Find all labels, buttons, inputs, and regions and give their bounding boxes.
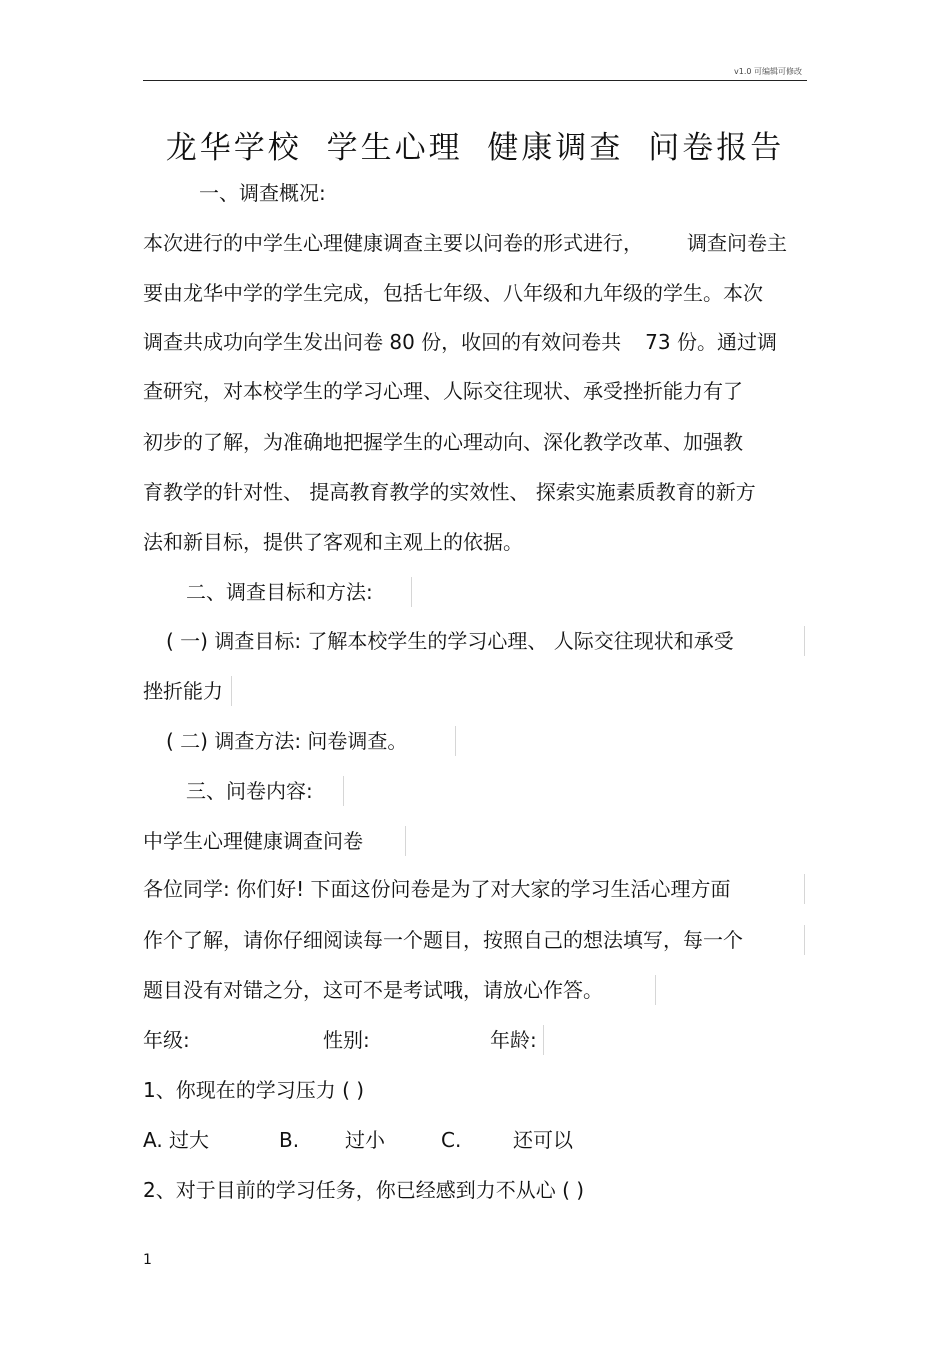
content-heading: 三、问卷内容: xyxy=(186,779,313,803)
header-divider xyxy=(143,80,807,81)
text-box-edge xyxy=(655,975,656,1005)
method-line: ( 二) 调查方法: 问卷调查。 xyxy=(166,729,408,753)
intro-line-3: 题目没有对错之分，这可不是考试哦，请放心作答。 xyxy=(143,978,603,1002)
text-box-edge xyxy=(405,826,406,856)
intro-line-1: 各位同学: 你们好! 下面这份问卷是为了对大家的学习生活心理方面 xyxy=(143,877,731,901)
intro-line-2: 作个了解，请你仔细阅读每一个题目，按照自己的想法填写，每一个 xyxy=(143,928,743,952)
overview-line-6: 育教学的针对性、 提高教育教学的实效性、 探索实施素质教育的新方 xyxy=(143,480,756,504)
goal-line-1: ( 一) 调查目标: 了解本校学生的学习心理、 人际交往现状和承受 xyxy=(166,629,734,653)
text-box-edge xyxy=(804,925,805,955)
document-title: 龙华学校 学生心理 健康调查 问卷报告 xyxy=(165,130,785,166)
text-box-edge xyxy=(543,1025,544,1055)
header-version-note: v1.0 可编辑可修改 xyxy=(734,67,802,76)
overview-line-1 xyxy=(143,228,787,258)
question-1-option-c-text: 还可以 xyxy=(513,1128,573,1152)
question-1: 1、你现在的学习压力 ( ) xyxy=(143,1078,365,1102)
gender-field: 性别: xyxy=(323,1028,370,1052)
age-field: 年龄: xyxy=(490,1028,537,1052)
text-box-edge xyxy=(411,577,412,607)
text-box-edge xyxy=(804,626,805,656)
goal-heading: 二、调查目标和方法: xyxy=(186,580,373,604)
overview-heading: 一、调查概况: xyxy=(199,181,326,205)
overview-line-2: 要由龙华中学的学生完成，包括七年级、八年级和九年级的学生。本次 xyxy=(143,281,763,305)
overview-line-1-part-1: 本次进行的中学生心理健康调查主要以问卷的形式进行， xyxy=(143,231,643,255)
question-1-option-b-letter: B. xyxy=(279,1128,300,1152)
text-box-edge xyxy=(804,874,805,904)
question-1-option-b-text: 过小 xyxy=(345,1128,385,1152)
question-1-option-a: A. 过大 xyxy=(143,1128,210,1152)
text-box-edge xyxy=(455,726,456,756)
overview-line-3-part-1: 调查共成功向学生发出问卷 80 份，收回的有效问卷共 xyxy=(143,330,622,354)
goal-line-2: 挫折能力 xyxy=(143,679,223,703)
overview-line-5: 初步的了解，为准确地把握学生的心理动向、深化教学改革、加强教 xyxy=(143,430,743,454)
overview-line-7: 法和新目标，提供了客观和主观上的依据。 xyxy=(143,530,523,554)
grade-field: 年级: xyxy=(143,1028,190,1052)
page-number: 1 xyxy=(143,1252,152,1268)
overview-line-3-part-2: 73 份。通过调 xyxy=(645,330,777,354)
questionnaire-title: 中学生心理健康调查问卷 xyxy=(143,829,363,853)
overview-line-4: 查研究，对本校学生的学习心理、人际交往现状、承受挫折能力有了 xyxy=(143,379,743,403)
overview-line-3 xyxy=(143,327,777,357)
text-box-edge xyxy=(343,776,344,806)
question-2: 2、对于目前的学习任务，你已经感到力不从心 ( ) xyxy=(143,1178,585,1202)
overview-line-1-part-2: 调查问卷主 xyxy=(687,231,787,255)
question-1-option-c-letter: C. xyxy=(441,1128,462,1152)
text-box-edge xyxy=(231,676,232,706)
